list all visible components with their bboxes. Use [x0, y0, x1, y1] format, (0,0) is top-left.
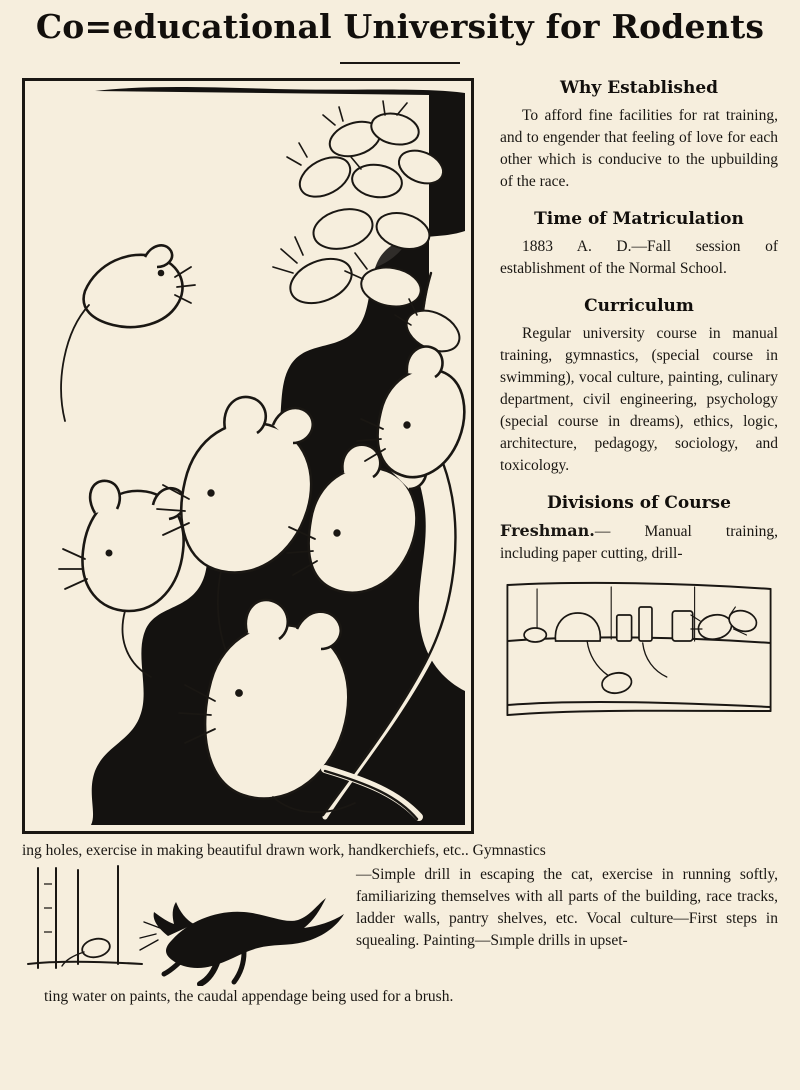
- runin-label-freshman: Freshman.: [500, 520, 595, 540]
- bottom-flow: [22, 864, 778, 986]
- section-body-why-established: To afford fine facilities for rat training, and to engender that feeling of love for each other which is conducive to the upbuilding of the race.: [500, 106, 778, 190]
- section-heading-curriculum: Curriculum: [584, 295, 694, 316]
- section-body-divisions-of-course: [500, 520, 778, 565]
- section-body-curriculum: Regular university course in manual training, gymnastics, (special course in swimming), vocal culture, painting, culinary department, civil engineering, psychology (special course in dreams), ethics, logic, architecture, pedagogy, sociology, and toxicology.: [500, 324, 778, 474]
- left-column: [22, 78, 474, 834]
- section-body-time-of-matriculation: 1883 A. D.—Fall session of establishment of the Normal School.: [500, 237, 778, 277]
- bottom-last-line: ting water on paints, the caudal appendage being used for a brush.: [44, 987, 454, 1005]
- page-title: Co=educational University for Rodents: [35, 7, 765, 46]
- cat-illustration: [22, 864, 352, 986]
- cat-illustration-svg: [22, 864, 352, 986]
- bottom-flow-text: —Simple drill in escaping the cat, exercise in running softly, familiarizing themselves with all parts of the building, race tracks, ladder walls, pantry shelves, etc. Vocal culture—First steps in squealing. Painting—Sımple drills in upset-: [356, 865, 778, 949]
- shelf-illustration-svg: [500, 579, 778, 721]
- section-body-freshman-text: — Manual training, including paper cutting, drill-: [500, 522, 778, 562]
- shelf-illustration: [500, 579, 778, 721]
- two-column-body: [0, 64, 800, 834]
- rats-illustration: [22, 78, 474, 834]
- bottom-lead-line: ing holes, exercise in making beautiful drawn work, handkerchiefs, etc.. Gymnastics: [22, 841, 546, 859]
- rats-illustration-svg: [25, 81, 471, 831]
- section-heading-time-of-matriculation: Time of Matriculation: [534, 208, 744, 229]
- section-heading-divisions-of-course: Divisions of Course: [547, 492, 731, 513]
- right-column: [474, 78, 778, 721]
- section-heading-why-established: Why Established: [559, 77, 719, 98]
- bottom-block: [0, 834, 800, 1008]
- document-page: [0, 8, 800, 1090]
